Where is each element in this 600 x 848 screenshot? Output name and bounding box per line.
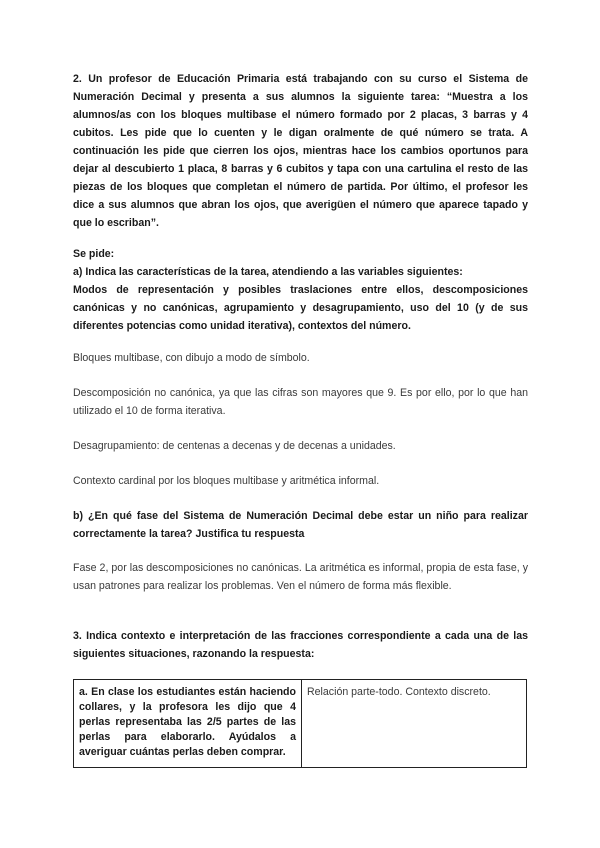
q2-a-variables: Modos de representación y posibles traslaciones entre ellos, descomposiciones canónicas y no canónicas, agrupamiento y desagrupamiento, uso del 10 (y de sus diferentes potencias como unidad iterativa), contextos del número. (73, 284, 528, 332)
q2-se-pide: Se pide: (73, 248, 115, 260)
q3-situation-a: a. En clase los estudiantes están haciendo collares, y la profesora les dijo que 4 perlas representaba las 2/5 partes de las perlas para elaborarlo. Ayúdalos a averiguar cuántas perlas deben comprar. (74, 680, 302, 768)
q2-answer-representation: Bloques multibase, con dibujo a modo de símbolo. (73, 352, 310, 364)
q3-table (73, 679, 527, 768)
q2-a-heading: a) Indica las características de la tarea, atendiendo a las variables siguientes: (73, 266, 463, 278)
q2-b-question: b) ¿En qué fase del Sistema de Numeración Decimal debe estar un niño para realizar correctamente la tarea? Justifica tu respuesta (73, 510, 528, 540)
q2-answer-context: Contexto cardinal por los bloques multibase y aritmética informal. (73, 475, 380, 487)
q3-statement: 3. Indica contexto e interpretación de las fracciones correspondiente a cada una de las siguientes situaciones, razonando la respuesta: (73, 630, 528, 660)
table-row (74, 680, 527, 768)
q2-answer-ungrouping: Desagrupamiento: de centenas a decenas y de decenas a unidades. (73, 440, 396, 452)
q3-answer-a: Relación parte-todo. Contexto discreto. (302, 680, 527, 768)
q2-answer-decomposition: Descomposición no canónica, ya que las cifras son mayores que 9. Es por ello, por lo que han utilizado el 10 de forma iterativa. (73, 387, 528, 417)
q2-b-answer: Fase 2, por las descomposiciones no canónicas. La aritmética es informal, propia de esta fase, y usan patrones para realizar los problemas. Ven el número de forma más flexible. (73, 562, 528, 592)
q2-statement: 2. Un profesor de Educación Primaria está trabajando con su curso el Sistema de Numeración Decimal y presenta a sus alumnos la siguiente tarea: “Muestra a los alumnos/as con los bloques multibase el número formado por 2 placas, 3 barras y 4 cubitos. Les pide que lo cuenten y le digan oralmente de qué número se trata. A continuación les pide que cierren los ojos, mientras hace los cambios oportunos para dejar al descubierto 1 placa, 8 barras y 6 cubitos y tapa con una cartulina el resto de las piezas de los bloques que completan el número de partida. Por último, el profesor les dice a sus alumnos que abran los ojos, que averigüen el número que aparece tapado y que lo escriban”. (73, 73, 528, 229)
